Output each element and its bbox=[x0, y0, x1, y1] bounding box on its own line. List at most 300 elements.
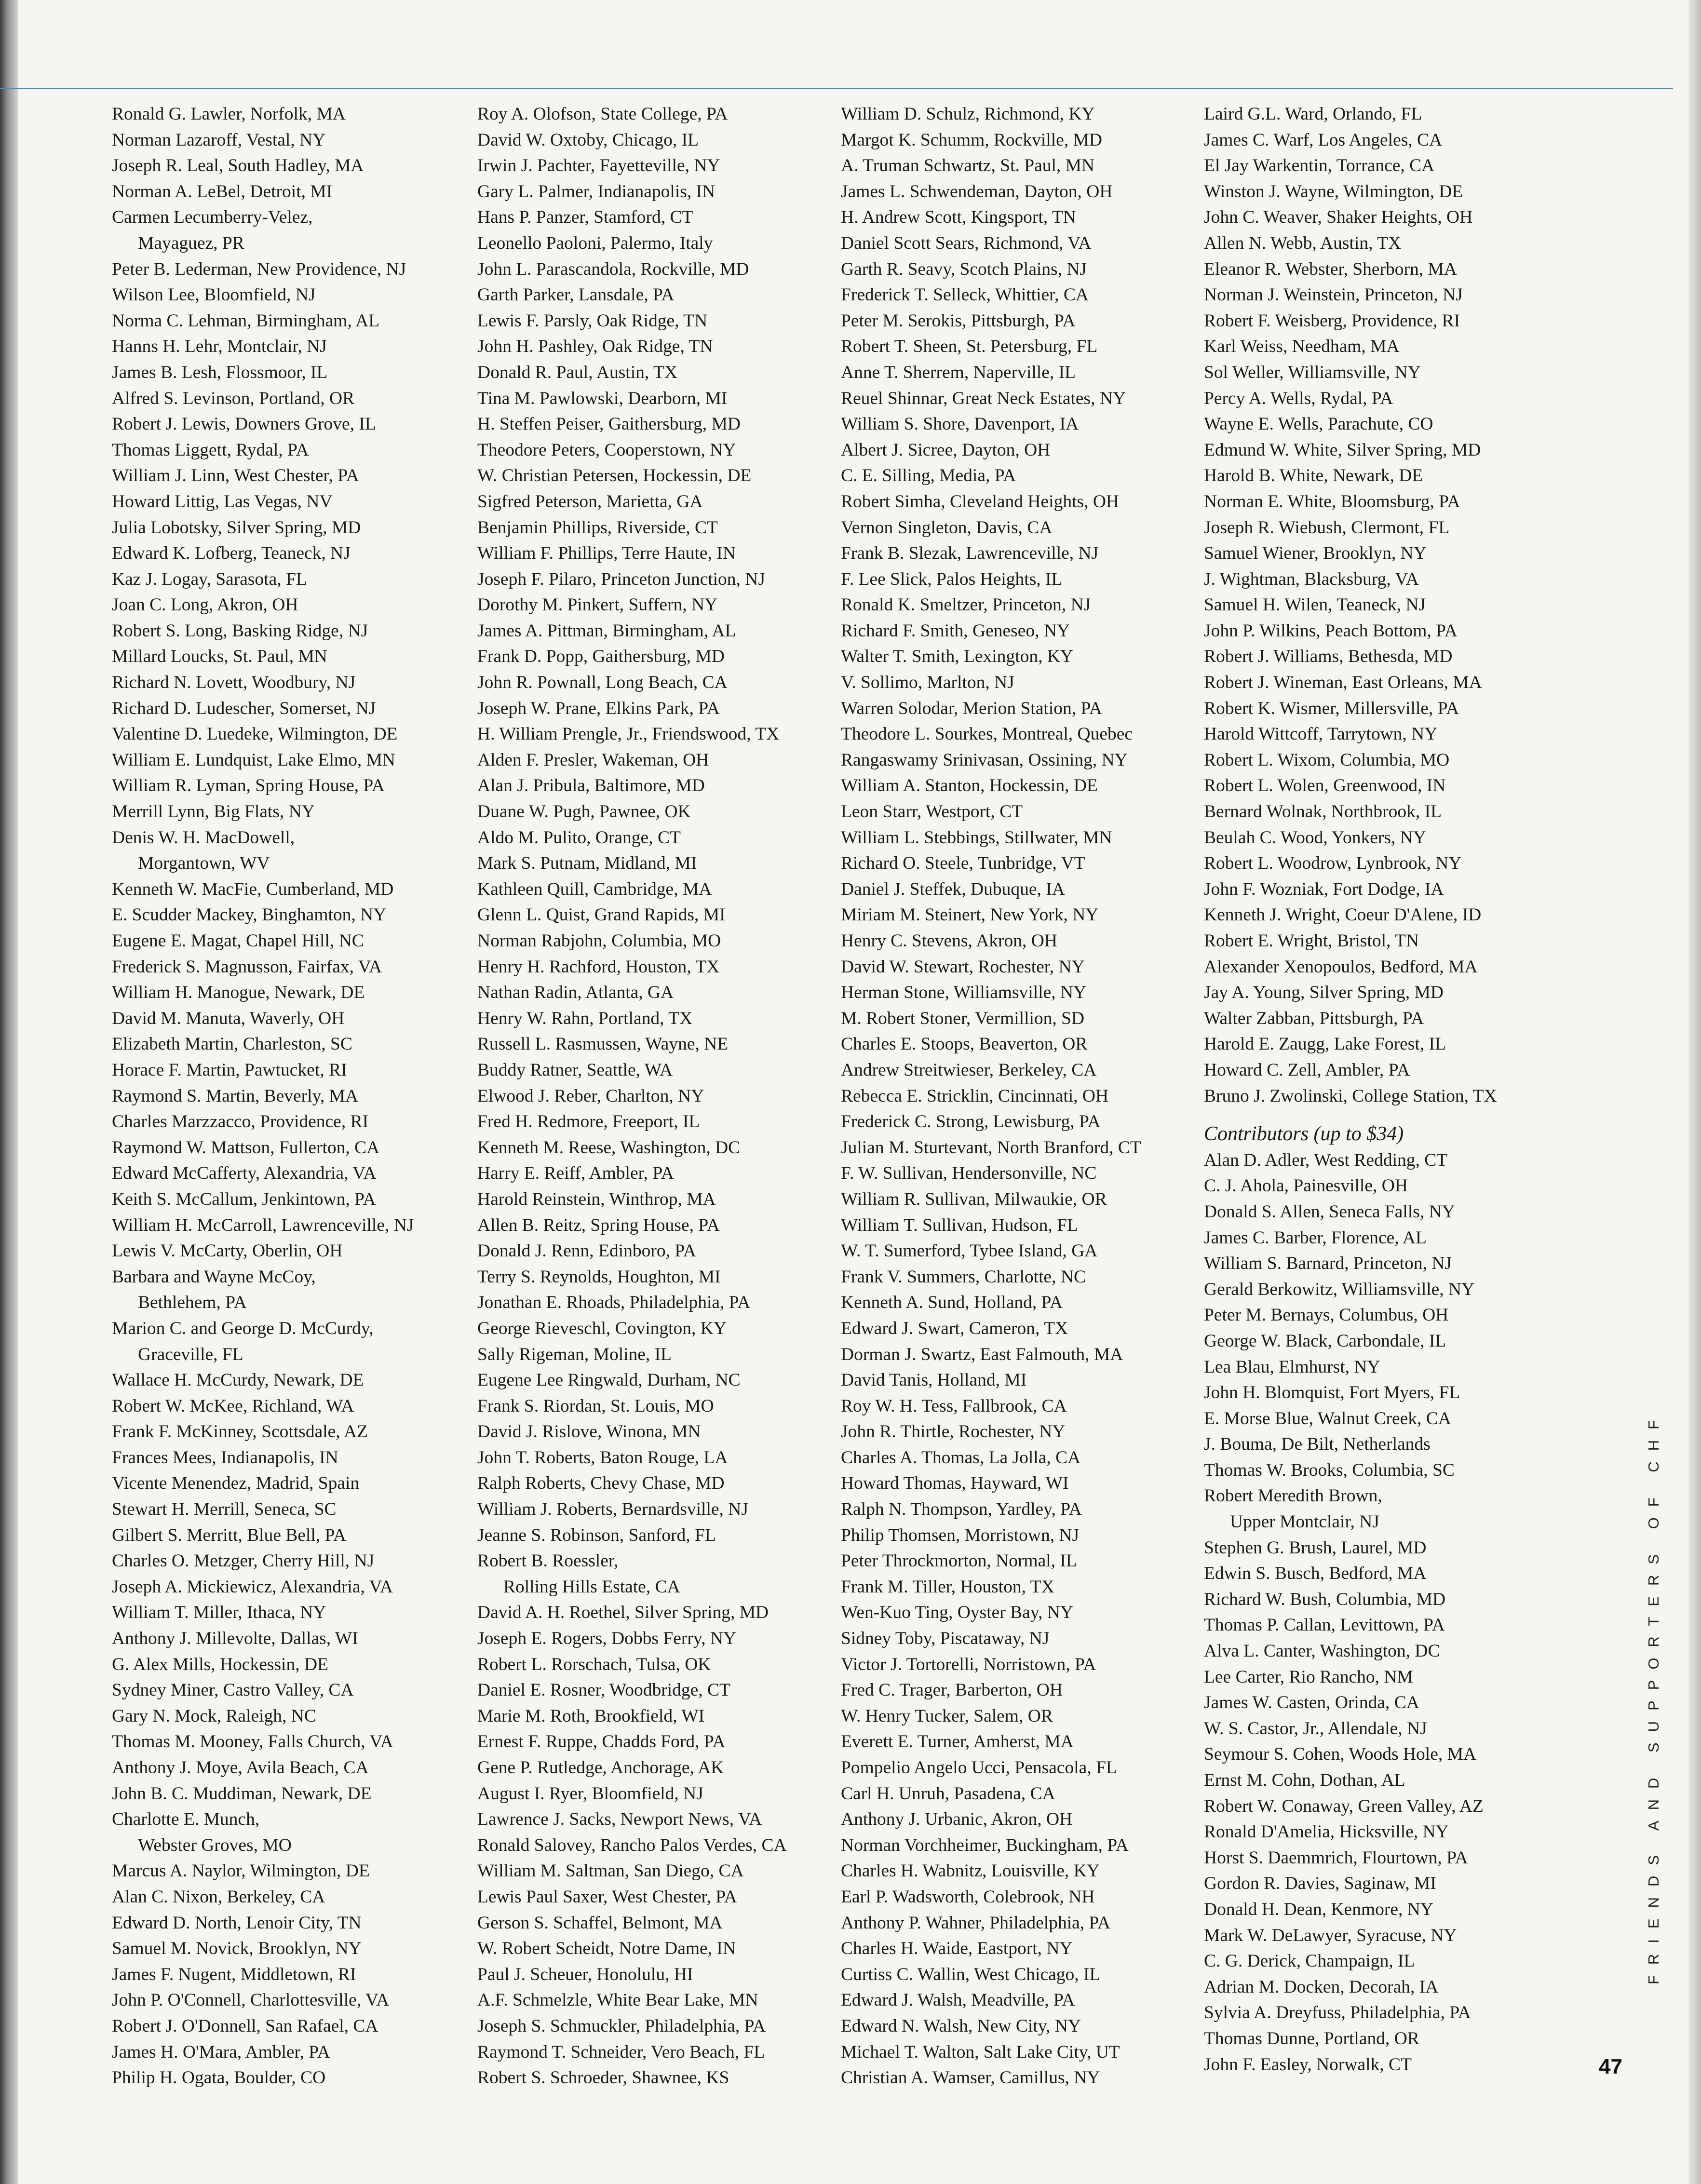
donor-entry: Winston J. Wayne, Wilmington, DE bbox=[1204, 181, 1463, 202]
donor-entry: John L. Parascandola, Rockville, MD bbox=[477, 259, 749, 279]
donor-entry: Norma C. Lehman, Birmingham, AL bbox=[112, 310, 380, 331]
donor-entry: Harold Wittcoff, Tarrytown, NY bbox=[1204, 724, 1438, 744]
donor-entry: Richard F. Smith, Geneseo, NY bbox=[841, 620, 1070, 641]
donor-entry: Benjamin Phillips, Riverside, CT bbox=[477, 517, 718, 538]
donor-entry: William F. Phillips, Terre Haute, IN bbox=[477, 543, 736, 564]
donor-entry: Barbara and Wayne McCoy, bbox=[112, 1267, 316, 1287]
donor-entry: Peter M. Serokis, Pittsburgh, PA bbox=[841, 310, 1076, 331]
donor-entry: W. Henry Tucker, Salem, OR bbox=[841, 1706, 1053, 1726]
donor-entry: Robert Simha, Cleveland Heights, OH bbox=[841, 491, 1120, 512]
donor-entry: Wilson Lee, Bloomfield, NJ bbox=[112, 285, 316, 305]
donor-entry: John R. Pownall, Long Beach, CA bbox=[477, 673, 728, 693]
donor-entry: John B. C. Muddiman, Newark, DE bbox=[112, 1783, 372, 1804]
donor-entry: William S. Barnard, Princeton, NJ bbox=[1204, 1254, 1452, 1274]
donor-entry: Robert W. McKee, Richland, WA bbox=[112, 1396, 354, 1416]
donor-entry: William T. Sullivan, Hudson, FL bbox=[841, 1215, 1078, 1235]
donor-entry: Harold E. Zaugg, Lake Forest, IL bbox=[1204, 1034, 1446, 1054]
donor-entry: Marion C. and George D. McCurdy, bbox=[112, 1318, 374, 1338]
donor-entry: Peter M. Bernays, Columbus, OH bbox=[1204, 1305, 1449, 1325]
donor-entry: G. Alex Mills, Hockessin, DE bbox=[112, 1654, 328, 1674]
donor-entry: Robert B. Roessler, bbox=[477, 1551, 619, 1571]
donor-entry: El Jay Warkentin, Torrance, CA bbox=[1204, 156, 1435, 176]
donor-entry: Adrian M. Docken, Decorah, IA bbox=[1204, 1977, 1439, 1997]
donor-entry: Edward N. Walsh, New City, NY bbox=[841, 2016, 1081, 2036]
donor-entry: Valentine D. Luedeke, Wilmington, DE bbox=[112, 724, 398, 744]
donor-entry: Christian A. Wamser, Camillus, NY bbox=[841, 2068, 1100, 2088]
donor-entry: Robert L. Rorschach, Tulsa, OK bbox=[477, 1654, 711, 1674]
donor-entry: Carmen Lecumberry-Velez, bbox=[112, 207, 313, 228]
donor-entry: Lee Carter, Rio Rancho, NM bbox=[1204, 1667, 1413, 1687]
donor-entry: Peter Throckmorton, Normal, IL bbox=[841, 1551, 1077, 1571]
donor-entry: Frederick C. Strong, Lewisburg, PA bbox=[841, 1112, 1101, 1132]
donor-entry: Curtiss C. Wallin, West Chicago, IL bbox=[841, 1964, 1101, 1984]
donor-entry: Howard C. Zell, Ambler, PA bbox=[1204, 1060, 1410, 1080]
donor-entry: Irwin J. Pachter, Fayetteville, NY bbox=[477, 156, 720, 176]
donor-entry: Horace F. Martin, Pawtucket, RI bbox=[112, 1060, 347, 1080]
donor-entry: Reuel Shinnar, Great Neck Estates, NY bbox=[841, 388, 1126, 408]
donor-entry: Hanns H. Lehr, Montclair, NJ bbox=[112, 337, 327, 357]
donor-entry: Frank B. Slezak, Lawrenceville, NJ bbox=[841, 543, 1099, 564]
donor-entry: David M. Manuta, Waverly, OH bbox=[112, 1008, 345, 1028]
donor-entry: Charles O. Metzger, Cherry Hill, NJ bbox=[112, 1551, 375, 1571]
donor-entry: John P. Wilkins, Peach Bottom, PA bbox=[1204, 620, 1458, 641]
donor-entry: Roy A. Olofson, State College, PA bbox=[477, 104, 728, 124]
donor-entry: Mark S. Putnam, Midland, MI bbox=[477, 853, 697, 874]
donor-entry: Gilbert S. Merritt, Blue Bell, PA bbox=[112, 1525, 347, 1545]
donor-entry: Donald H. Dean, Kenmore, NY bbox=[1204, 1899, 1433, 1919]
donor-entry: Richard D. Ludescher, Somerset, NJ bbox=[112, 698, 376, 718]
donor-entry: Stewart H. Merrill, Seneca, SC bbox=[112, 1499, 337, 1520]
donor-entry: Aldo M. Pulito, Orange, CT bbox=[477, 827, 681, 848]
donor-entry: Robert F. Weisberg, Providence, RI bbox=[1204, 310, 1460, 331]
donor-entry: Gene P. Rutledge, Anchorage, AK bbox=[477, 1758, 724, 1778]
donor-entry: Sylvia A. Dreyfuss, Philadelphia, PA bbox=[1204, 2003, 1471, 2023]
donor-entry: Walter Zabban, Pittsburgh, PA bbox=[1204, 1008, 1424, 1028]
donor-entry: Lea Blau, Elmhurst, NY bbox=[1204, 1357, 1380, 1377]
donor-entry: Robert W. Conaway, Green Valley, AZ bbox=[1204, 1796, 1484, 1816]
donor-entry: Herman Stone, Williamsville, NY bbox=[841, 983, 1087, 1003]
donor-entry: H. William Prengle, Jr., Friendswood, TX bbox=[477, 724, 780, 744]
donor-entry: Lawrence J. Sacks, Newport News, VA bbox=[477, 1809, 762, 1830]
donor-entry: Thomas Liggett, Rydal, PA bbox=[112, 440, 309, 460]
donor-entry: Anne T. Sherrem, Naperville, IL bbox=[841, 362, 1076, 382]
donor-entry: William H. McCarroll, Lawrenceville, NJ bbox=[112, 1215, 414, 1235]
donor-entry-location: Rolling Hills Estate, CA bbox=[503, 1577, 680, 1597]
donor-entry: Pompelio Angelo Ucci, Pensacola, FL bbox=[841, 1758, 1117, 1778]
donor-entry: Miriam M. Steinert, New York, NY bbox=[841, 905, 1099, 925]
donor-entry: Marie M. Roth, Brookfield, WI bbox=[477, 1706, 705, 1726]
donor-entry: John F. Easley, Norwalk, CT bbox=[1204, 2054, 1412, 2075]
donor-entry: Marcus A. Naylor, Wilmington, DE bbox=[112, 1861, 370, 1881]
donor-entry: Terry S. Reynolds, Houghton, MI bbox=[477, 1267, 721, 1287]
donor-entry: Gerson S. Schaffel, Belmont, MA bbox=[477, 1913, 723, 1933]
donor-entry: Ronald K. Smeltzer, Princeton, NJ bbox=[841, 595, 1091, 615]
donor-entry: Norman A. LeBel, Detroit, MI bbox=[112, 181, 333, 202]
donor-entry: Joseph A. Mickiewicz, Alexandria, VA bbox=[112, 1577, 393, 1597]
donor-entry: Wallace H. McCurdy, Newark, DE bbox=[112, 1370, 364, 1390]
donor-entry: Donald R. Paul, Austin, TX bbox=[477, 362, 677, 382]
donor-entry-location: Webster Groves, MO bbox=[138, 1835, 292, 1855]
donor-entry: Julian M. Sturtevant, North Branford, CT bbox=[841, 1137, 1141, 1158]
section-heading: Contributors (up to $34) bbox=[1204, 1123, 1404, 1146]
donor-entry: James B. Lesh, Flossmoor, IL bbox=[112, 362, 328, 382]
donor-entry: Gary L. Palmer, Indianapolis, IN bbox=[477, 181, 716, 202]
donor-entry: Robert L. Wolen, Greenwood, IN bbox=[1204, 776, 1446, 796]
donor-entry: Rangaswamy Srinivasan, Ossining, NY bbox=[841, 750, 1128, 770]
donor-entry: Merrill Lynn, Big Flats, NY bbox=[112, 802, 315, 822]
donor-entry: Robert J. Lewis, Downers Grove, IL bbox=[112, 414, 376, 434]
donor-entry: David W. Oxtoby, Chicago, IL bbox=[477, 130, 699, 150]
donor-entry: Frank S. Riordan, St. Louis, MO bbox=[477, 1396, 714, 1416]
donor-entry: Raymond W. Mattson, Fullerton, CA bbox=[112, 1137, 380, 1158]
donor-entry: David J. Rislove, Winona, MN bbox=[477, 1422, 701, 1442]
donor-entry: Donald J. Renn, Edinboro, PA bbox=[477, 1241, 696, 1261]
donor-entry: William S. Shore, Davenport, IA bbox=[841, 414, 1079, 434]
donor-entry: Laird G.L. Ward, Orlando, FL bbox=[1204, 104, 1422, 124]
donor-entry: Joseph F. Pilaro, Princeton Junction, NJ bbox=[477, 569, 765, 589]
donor-entry: Karl Weiss, Needham, MA bbox=[1204, 337, 1400, 357]
donor-entry: David W. Stewart, Rochester, NY bbox=[841, 957, 1085, 977]
donor-entry: Henry W. Rahn, Portland, TX bbox=[477, 1008, 693, 1028]
donor-entry: Paul J. Scheuer, Honolulu, HI bbox=[477, 1964, 693, 1984]
donor-entry: Millard Loucks, St. Paul, MN bbox=[112, 647, 327, 667]
donor-entry: William H. Manogue, Newark, DE bbox=[112, 983, 365, 1003]
donor-entry: Joseph E. Rogers, Dobbs Ferry, NY bbox=[477, 1629, 737, 1649]
donor-entry: John F. Wozniak, Fort Dodge, IA bbox=[1204, 879, 1444, 899]
donor-entry: Frank F. McKinney, Scottsdale, AZ bbox=[112, 1422, 368, 1442]
donor-entry: Russell L. Rasmussen, Wayne, NE bbox=[477, 1034, 729, 1054]
donor-entry: C. G. Derick, Champaign, IL bbox=[1204, 1951, 1415, 1971]
donor-entry: Tina M. Pawlowski, Dearborn, MI bbox=[477, 388, 728, 408]
donor-entry: Harold Reinstein, Winthrop, MA bbox=[477, 1189, 716, 1209]
donor-entry: Andrew Streitwieser, Berkeley, CA bbox=[841, 1060, 1097, 1080]
donor-column-1 bbox=[112, 101, 469, 2091]
donor-entry: Henry H. Rachford, Houston, TX bbox=[477, 957, 720, 977]
donor-entry: Philip H. Ogata, Boulder, CO bbox=[112, 2068, 326, 2088]
donor-entry: F. W. Sullivan, Hendersonville, NC bbox=[841, 1163, 1097, 1184]
donor-entry: Edward McCafferty, Alexandria, VA bbox=[112, 1163, 377, 1184]
donor-entry: William R. Sullivan, Milwaukie, OR bbox=[841, 1189, 1107, 1209]
donor-entry: Charles Marzzacco, Providence, RI bbox=[112, 1112, 369, 1132]
donor-entry: Leon Starr, Westport, CT bbox=[841, 802, 1023, 822]
donor-entry: Leonello Paoloni, Palermo, Italy bbox=[477, 233, 713, 253]
donor-entry: Jonathan E. Rhoads, Philadelphia, PA bbox=[477, 1293, 751, 1313]
donor-entry: John R. Thirtle, Rochester, NY bbox=[841, 1422, 1066, 1442]
donor-entry: Wen-Kuo Ting, Oyster Bay, NY bbox=[841, 1603, 1074, 1623]
donor-entry: Kenneth A. Sund, Holland, PA bbox=[841, 1293, 1063, 1313]
donor-entry: Charles A. Thomas, La Jolla, CA bbox=[841, 1447, 1081, 1468]
donor-entry: Norman Vorchheimer, Buckingham, PA bbox=[841, 1835, 1129, 1855]
donor-entry: Allen B. Reitz, Spring House, PA bbox=[477, 1215, 720, 1235]
donor-entry-location: Bethlehem, PA bbox=[138, 1293, 247, 1313]
donor-entry: Sol Weller, Williamsville, NY bbox=[1204, 362, 1421, 382]
donor-entry: Michael T. Walton, Salt Lake City, UT bbox=[841, 2042, 1120, 2062]
donor-entry: William E. Lundquist, Lake Elmo, MN bbox=[112, 750, 395, 770]
donor-entry: Theodore L. Sourkes, Montreal, Quebec bbox=[841, 724, 1133, 744]
donor-entry-location: Morgantown, WV bbox=[138, 853, 270, 874]
donor-entry: Robert J. Williams, Bethesda, MD bbox=[1204, 647, 1453, 667]
donor-entry: Victor J. Tortorelli, Norristown, PA bbox=[841, 1654, 1096, 1674]
donor-entry: William L. Stebbings, Stillwater, MN bbox=[841, 827, 1112, 848]
donor-entry: Joseph W. Prane, Elkins Park, PA bbox=[477, 698, 720, 718]
donor-entry: Howard Littig, Las Vegas, NV bbox=[112, 491, 333, 512]
donor-entry: C. J. Ahola, Painesville, OH bbox=[1204, 1176, 1408, 1196]
donor-entry: Harold B. White, Newark, DE bbox=[1204, 466, 1423, 486]
donor-entry: Warren Solodar, Merion Station, PA bbox=[841, 698, 1102, 718]
donor-entry: Vernon Singleton, Davis, CA bbox=[841, 517, 1053, 538]
donor-entry: Theodore Peters, Cooperstown, NY bbox=[477, 440, 736, 460]
donor-entry: J. Bouma, De Bilt, Netherlands bbox=[1204, 1434, 1431, 1455]
donor-entry: Anthony J. Moye, Avila Beach, CA bbox=[112, 1758, 369, 1778]
donor-entry: Bernard Wolnak, Northbrook, IL bbox=[1204, 802, 1442, 822]
donor-entry: August I. Ryer, Bloomfield, NJ bbox=[477, 1783, 703, 1804]
donor-column-2 bbox=[477, 101, 834, 2091]
donor-entry: William T. Miller, Ithaca, NY bbox=[112, 1603, 326, 1623]
donor-entry: Frank D. Popp, Gaithersburg, MD bbox=[477, 647, 725, 667]
donor-entry: Richard N. Lovett, Woodbury, NJ bbox=[112, 673, 356, 693]
donor-entry: Kathleen Quill, Cambridge, MA bbox=[477, 879, 712, 899]
donor-entry: Edward K. Lofberg, Teaneck, NJ bbox=[112, 543, 351, 564]
donor-entry: Kenneth J. Wright, Coeur D'Alene, ID bbox=[1204, 905, 1482, 925]
donor-entry: James F. Nugent, Middletown, RI bbox=[112, 1964, 356, 1984]
donor-entry: Samuel H. Wilen, Teaneck, NJ bbox=[1204, 595, 1426, 615]
donor-entry: Jay A. Young, Silver Spring, MD bbox=[1204, 983, 1444, 1003]
donor-entry: Gary N. Mock, Raleigh, NC bbox=[112, 1706, 316, 1726]
donor-entry: John H. Pashley, Oak Ridge, TN bbox=[477, 337, 713, 357]
donor-entry: V. Sollimo, Marlton, NJ bbox=[841, 673, 1014, 693]
donor-entry: Thomas M. Mooney, Falls Church, VA bbox=[112, 1732, 393, 1752]
donor-entry: Duane W. Pugh, Pawnee, OK bbox=[477, 802, 691, 822]
donor-entry: Thomas P. Callan, Levittown, PA bbox=[1204, 1615, 1445, 1635]
donor-entry: Alan D. Adler, West Redding, CT bbox=[1204, 1150, 1448, 1170]
donor-entry: Charlotte E. Munch, bbox=[112, 1809, 260, 1830]
donor-entry: Eugene E. Magat, Chapel Hill, NC bbox=[112, 931, 364, 951]
donor-entry: Howard Thomas, Hayward, WI bbox=[841, 1473, 1069, 1494]
donor-entry: Anthony J. Millevolte, Dallas, WI bbox=[112, 1629, 358, 1649]
donor-entry: Norman E. White, Bloomsburg, PA bbox=[1204, 491, 1460, 512]
donor-entry: Sigfred Peterson, Marietta, GA bbox=[477, 491, 703, 512]
donor-entry: Carl H. Unruh, Pasadena, CA bbox=[841, 1783, 1055, 1804]
page-binding-edge bbox=[0, 0, 18, 2184]
donor-entry: Everett E. Turner, Amherst, MA bbox=[841, 1732, 1074, 1752]
donor-entry: Walter T. Smith, Lexington, KY bbox=[841, 647, 1073, 667]
donor-entry: Philip Thomsen, Morristown, NJ bbox=[841, 1525, 1080, 1545]
donor-entry: Ralph Roberts, Chevy Chase, MD bbox=[477, 1473, 725, 1494]
donor-entry: Julia Lobotsky, Silver Spring, MD bbox=[112, 517, 361, 538]
donor-entry-location: Graceville, FL bbox=[138, 1344, 243, 1364]
donor-entry: Fred H. Redmore, Freeport, IL bbox=[477, 1112, 700, 1132]
donor-entry: Ernst M. Cohn, Dothan, AL bbox=[1204, 1770, 1405, 1790]
header-rule bbox=[0, 88, 1673, 89]
donor-entry: Rebecca E. Stricklin, Cincinnati, OH bbox=[841, 1086, 1109, 1106]
donor-entry: A.F. Schmelzle, White Bear Lake, MN bbox=[477, 1990, 758, 2010]
donor-entry: Beulah C. Wood, Yonkers, NY bbox=[1204, 827, 1426, 848]
donor-entry: Ronald D'Amelia, Hicksville, NY bbox=[1204, 1822, 1449, 1842]
donor-entry: Frederick S. Magnusson, Fairfax, VA bbox=[112, 957, 382, 977]
donor-entry: Robert K. Wismer, Millersville, PA bbox=[1204, 698, 1459, 718]
donor-entry: Alan C. Nixon, Berkeley, CA bbox=[112, 1887, 325, 1907]
donor-entry: Kenneth W. MacFie, Cumberland, MD bbox=[112, 879, 394, 899]
donor-entry: Seymour S. Cohen, Woods Hole, MA bbox=[1204, 1744, 1477, 1765]
donor-entry: William J. Roberts, Bernardsville, NJ bbox=[477, 1499, 748, 1520]
section-sidebar-label: FRIENDS AND SUPPORTERS OF CHF bbox=[1645, 1409, 1662, 1985]
donor-entry: Glenn L. Quist, Grand Rapids, MI bbox=[477, 905, 726, 925]
donor-entry: Charles H. Waide, Eastport, NY bbox=[841, 1939, 1073, 1959]
donor-entry: Elizabeth Martin, Charleston, SC bbox=[112, 1034, 352, 1054]
donor-entry: Edward J. Swart, Cameron, TX bbox=[841, 1318, 1068, 1338]
donor-entry: Dorothy M. Pinkert, Suffern, NY bbox=[477, 595, 718, 615]
donor-entry: Nathan Radin, Atlanta, GA bbox=[477, 983, 674, 1003]
donor-entry: Robert S. Long, Basking Ridge, NJ bbox=[112, 620, 368, 641]
donor-entry: E. Scudder Mackey, Binghamton, NY bbox=[112, 905, 387, 925]
donor-entry: Garth Parker, Lansdale, PA bbox=[477, 285, 675, 305]
donor-entry: Lewis V. McCarty, Oberlin, OH bbox=[112, 1241, 343, 1261]
donor-entry: Robert L. Wixom, Columbia, MO bbox=[1204, 750, 1450, 770]
donor-entry: Joseph S. Schmuckler, Philadelphia, PA bbox=[477, 2016, 766, 2036]
donor-entry: Albert J. Sicree, Dayton, OH bbox=[841, 440, 1051, 460]
donor-entry: Donald S. Allen, Seneca Falls, NY bbox=[1204, 1201, 1455, 1222]
donor-entry: Norman Rabjohn, Columbia, MO bbox=[477, 931, 721, 951]
donor-entry: Frank M. Tiller, Houston, TX bbox=[841, 1577, 1054, 1597]
donor-entry: Raymond S. Martin, Beverly, MA bbox=[112, 1086, 359, 1106]
donor-entry: James A. Pittman, Birmingham, AL bbox=[477, 620, 736, 641]
donor-entry: William J. Linn, West Chester, PA bbox=[112, 466, 359, 486]
donor-entry: Thomas Dunne, Portland, OR bbox=[1204, 2028, 1419, 2049]
donor-entry: William D. Schulz, Richmond, KY bbox=[841, 104, 1095, 124]
donor-entry: Keith S. McCallum, Jenkintown, PA bbox=[112, 1189, 376, 1209]
donor-entry: Bruno J. Zwolinski, College Station, TX bbox=[1204, 1086, 1497, 1106]
donor-entry: Mark W. DeLawyer, Syracuse, NY bbox=[1204, 1925, 1457, 1945]
donor-entry: Daniel J. Steffek, Dubuque, IA bbox=[841, 879, 1065, 899]
donor-entry: David A. H. Roethel, Silver Spring, MD bbox=[477, 1603, 769, 1623]
donor-entry: Robert T. Sheen, St. Petersburg, FL bbox=[841, 337, 1098, 357]
donor-entry: George Rieveschl, Covington, KY bbox=[477, 1318, 727, 1338]
donor-entry: Sidney Toby, Piscataway, NJ bbox=[841, 1629, 1050, 1649]
donor-entry: James L. Schwendeman, Dayton, OH bbox=[841, 181, 1113, 202]
donor-entry: Harry E. Reiff, Ambler, PA bbox=[477, 1163, 674, 1184]
donor-entry: Edwin S. Busch, Bedford, MA bbox=[1204, 1564, 1427, 1584]
donor-entry: W. S. Castor, Jr., Allendale, NJ bbox=[1204, 1718, 1427, 1739]
donor-entry: Percy A. Wells, Rydal, PA bbox=[1204, 388, 1393, 408]
donor-entry: Charles E. Stoops, Beaverton, OR bbox=[841, 1034, 1088, 1054]
donor-entry-location: Mayaguez, PR bbox=[138, 233, 244, 253]
donor-entry: Richard W. Bush, Columbia, MD bbox=[1204, 1589, 1446, 1609]
donor-entry: James W. Casten, Orinda, CA bbox=[1204, 1693, 1419, 1713]
donor-entry: Norman J. Weinstein, Princeton, NJ bbox=[1204, 285, 1463, 305]
donor-entry: Alden F. Presler, Wakeman, OH bbox=[477, 750, 709, 770]
donor-entry: Alfred S. Levinson, Portland, OR bbox=[112, 388, 355, 408]
donor-entry: Frederick T. Selleck, Whittier, CA bbox=[841, 285, 1089, 305]
donor-entry: James C. Barber, Florence, AL bbox=[1204, 1227, 1427, 1248]
donor-entry: Margot K. Schumm, Rockville, MD bbox=[841, 130, 1102, 150]
donor-entry: Henry C. Stevens, Akron, OH bbox=[841, 931, 1057, 951]
donor-entry: Robert E. Wright, Bristol, TN bbox=[1204, 931, 1419, 951]
donor-entry: Kenneth M. Reese, Washington, DC bbox=[477, 1137, 741, 1158]
donor-entry: Garth R. Seavy, Scotch Plains, NJ bbox=[841, 259, 1087, 279]
donor-entry: George W. Black, Carbondale, IL bbox=[1204, 1331, 1446, 1351]
donor-entry: Alva L. Canter, Washington, DC bbox=[1204, 1641, 1440, 1661]
donor-entry: Robert L. Woodrow, Lynbrook, NY bbox=[1204, 853, 1462, 874]
donor-entry: Lewis Paul Saxer, West Chester, PA bbox=[477, 1887, 737, 1907]
donor-entry: Jeanne S. Robinson, Sanford, FL bbox=[477, 1525, 716, 1545]
donor-entry: Dorman J. Swartz, East Falmouth, MA bbox=[841, 1344, 1123, 1364]
donor-entry: Gordon R. Davies, Saginaw, MI bbox=[1204, 1874, 1436, 1894]
donor-entry: Elwood J. Reber, Charlton, NY bbox=[477, 1086, 704, 1106]
donor-entry: H. Steffen Peiser, Gaithersburg, MD bbox=[477, 414, 741, 434]
donor-entry: John C. Weaver, Shaker Heights, OH bbox=[1204, 207, 1473, 228]
donor-entry: Raymond T. Schneider, Vero Beach, FL bbox=[477, 2042, 765, 2062]
donor-entry: Ernest F. Ruppe, Chadds Ford, PA bbox=[477, 1732, 726, 1752]
donor-entry: James H. O'Mara, Ambler, PA bbox=[112, 2042, 330, 2062]
donor-entry: Norman Lazaroff, Vestal, NY bbox=[112, 130, 326, 150]
donor-entry: Fred C. Trager, Barberton, OH bbox=[841, 1680, 1063, 1700]
donor-entry: Ralph N. Thompson, Yardley, PA bbox=[841, 1499, 1082, 1520]
donor-entry: C. E. Silling, Media, PA bbox=[841, 466, 1016, 486]
donor-entry: James C. Warf, Los Angeles, CA bbox=[1204, 130, 1443, 150]
donor-entry: Kaz J. Logay, Sarasota, FL bbox=[112, 569, 307, 589]
donor-entry: Joseph R. Leal, South Hadley, MA bbox=[112, 156, 364, 176]
donor-entry: Peter B. Lederman, New Providence, NJ bbox=[112, 259, 406, 279]
donor-entry: John T. Roberts, Baton Rouge, LA bbox=[477, 1447, 728, 1468]
donor-entry: Charles H. Wabnitz, Louisville, KY bbox=[841, 1861, 1100, 1881]
donor-entry: Samuel M. Novick, Brooklyn, NY bbox=[112, 1939, 362, 1959]
donor-entry: Gerald Berkowitz, Williamsville, NY bbox=[1204, 1279, 1475, 1299]
donor-entry: John H. Blomquist, Fort Myers, FL bbox=[1204, 1383, 1460, 1403]
donor-entry: David Tanis, Holland, MI bbox=[841, 1370, 1027, 1390]
donor-entry: Ronald Salovey, Rancho Palos Verdes, CA bbox=[477, 1835, 787, 1855]
donor-column-4 bbox=[1204, 101, 1561, 2077]
donor-entry: Vicente Menendez, Madrid, Spain bbox=[112, 1473, 360, 1494]
donor-entry: W. Robert Scheidt, Notre Dame, IN bbox=[477, 1939, 736, 1959]
donor-entry: Joseph R. Wiebush, Clermont, FL bbox=[1204, 517, 1450, 538]
donor-entry-location: Upper Montclair, NJ bbox=[1230, 1512, 1379, 1532]
donor-entry: F. Lee Slick, Palos Heights, IL bbox=[841, 569, 1063, 589]
donor-entry: E. Morse Blue, Walnut Creek, CA bbox=[1204, 1408, 1451, 1429]
donor-entry: Robert Meredith Brown, bbox=[1204, 1486, 1382, 1506]
donor-entry: Richard O. Steele, Tunbridge, VT bbox=[841, 853, 1085, 874]
donor-entry: William A. Stanton, Hockessin, DE bbox=[841, 776, 1098, 796]
donor-entry: Daniel E. Rosner, Woodbridge, CT bbox=[477, 1680, 730, 1700]
donor-entry: Alan J. Pribula, Baltimore, MD bbox=[477, 776, 705, 796]
donor-entry: Earl P. Wadsworth, Colebrook, NH bbox=[841, 1887, 1095, 1907]
donor-entry: Roy W. H. Tess, Fallbrook, CA bbox=[841, 1396, 1067, 1416]
donor-entry: Wayne E. Wells, Parachute, CO bbox=[1204, 414, 1433, 434]
donor-entry: Denis W. H. MacDowell, bbox=[112, 827, 295, 848]
donor-entry: M. Robert Stoner, Vermillion, SD bbox=[841, 1008, 1085, 1028]
donor-entry: Frances Mees, Indianapolis, IN bbox=[112, 1447, 338, 1468]
donor-entry: Stephen G. Brush, Laurel, MD bbox=[1204, 1537, 1427, 1558]
donor-entry: Edmund W. White, Silver Spring, MD bbox=[1204, 440, 1481, 460]
donor-entry: Horst S. Daemmrich, Flourtown, PA bbox=[1204, 1847, 1468, 1868]
donor-column-3 bbox=[841, 101, 1198, 2091]
donor-entry: Robert J. O'Donnell, San Rafael, CA bbox=[112, 2016, 378, 2036]
donor-entry: Allen N. Webb, Austin, TX bbox=[1204, 233, 1402, 253]
donor-entry: Robert S. Schroeder, Shawnee, KS bbox=[477, 2068, 729, 2088]
page-right-edge bbox=[1688, 0, 1701, 2184]
donor-entry: Samuel Wiener, Brooklyn, NY bbox=[1204, 543, 1427, 564]
donor-entry: Anthony J. Urbanic, Akron, OH bbox=[841, 1809, 1073, 1830]
donor-entry: Joan C. Long, Akron, OH bbox=[112, 595, 298, 615]
donor-entry: Eleanor R. Webster, Sherborn, MA bbox=[1204, 259, 1457, 279]
donor-entry: Daniel Scott Sears, Richmond, VA bbox=[841, 233, 1092, 253]
donor-entry: Hans P. Panzer, Stamford, CT bbox=[477, 207, 693, 228]
donor-entry: Eugene Lee Ringwald, Durham, NC bbox=[477, 1370, 741, 1390]
donor-entry: Edward J. Walsh, Meadville, PA bbox=[841, 1990, 1075, 2010]
donor-entry: W. Christian Petersen, Hockessin, DE bbox=[477, 466, 752, 486]
donor-entry: Lewis F. Parsly, Oak Ridge, TN bbox=[477, 310, 708, 331]
donor-entry: Buddy Ratner, Seattle, WA bbox=[477, 1060, 673, 1080]
donor-entry: W. T. Sumerford, Tybee Island, GA bbox=[841, 1241, 1098, 1261]
